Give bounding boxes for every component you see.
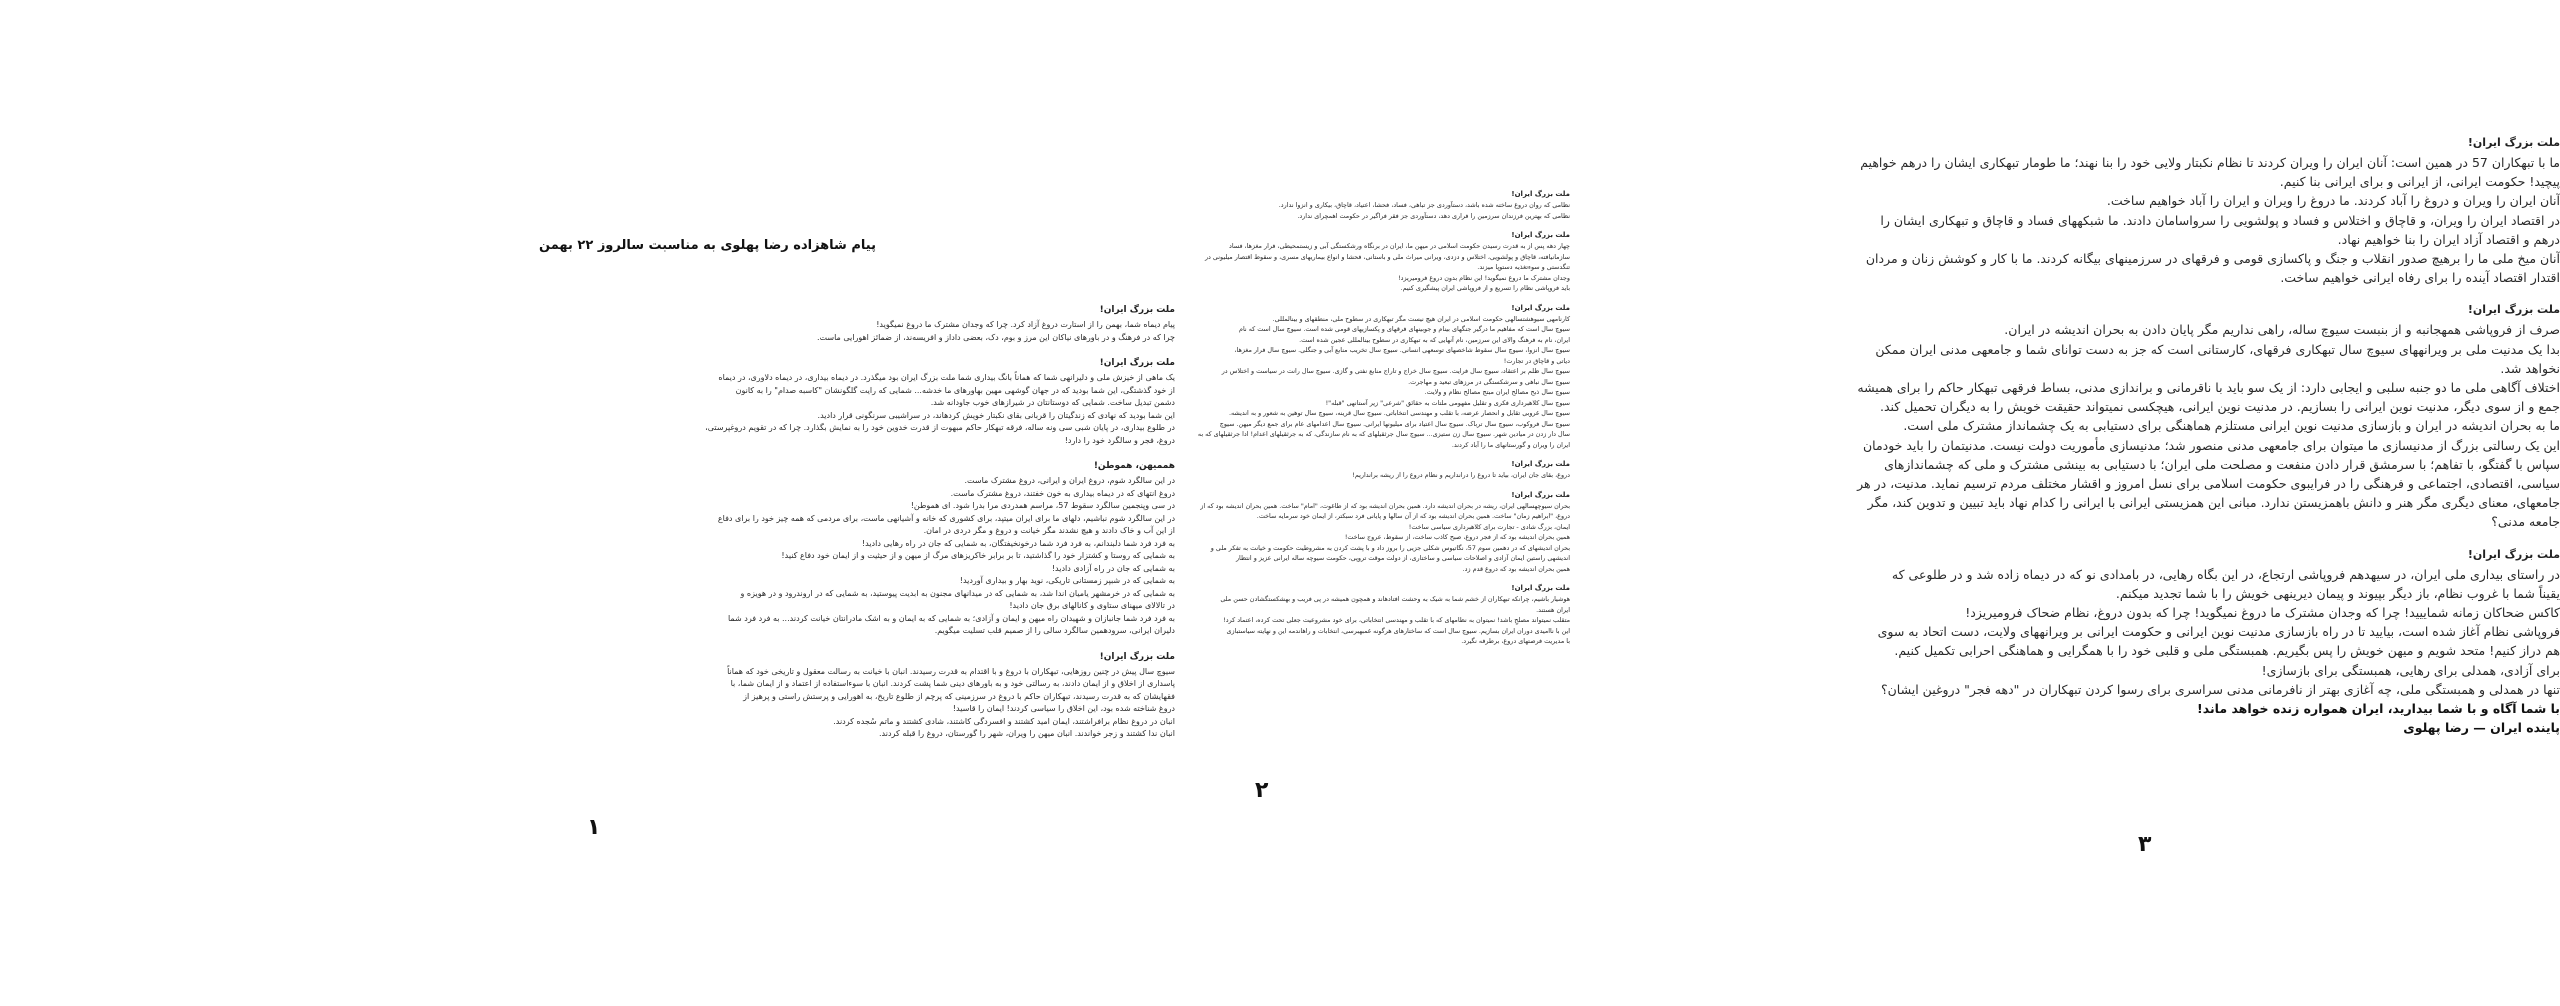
text-line: متقلب نمیتواند مصلحِ باشد! نمیتوان به نظامهای که با تقلب و مهندسی انتخاباتی، برای خود مشروعیت جعلی تحت کرده، اعتماد کرد! — [1223, 616, 1570, 624]
text-line: همین بحران اندیشه بود که از فجر دروغ، صبح کاذب ساخت، از سقوط، عروج ساخت! — [1344, 533, 1570, 541]
text-line: اندیشهی راستین ایمان آزادی و اصلاحات سیاسی و ساختاری، از دولت موقت تروپی، حکومت سیوچه ساله ایرانی عزیز و انتظار — [1235, 554, 1570, 562]
text-line: جامعهای، معنای دیگری مگر هنر و دانش باهمزیستن ندارد. مبانی این همزیستی ایرانی با ایرانی را کدام نهاد باید تبیین و تدوین کند، مگر — [1867, 495, 2560, 511]
text-line: سیوچ سال غروبی تقابل و انحصار عرضه، با تقلب و مهندسی انتخاباتی. سیوچ سال قرینه، سیوچ سال توهین به شعور و به اندیشه. — [1228, 409, 1570, 417]
text-line: به فرد فرد شما جانبازان و شهیدان راه میهن و ایمان و آزادی؛ به شمایی که به ایمان و به اشک مادرانتان خیانت کردند... به فرد فرد شما — [727, 613, 1175, 623]
text-line: جامعه مدنی؟ — [2491, 514, 2560, 530]
text-line: این با ناامیدی دوران ایران بسازیم. سیوچ سال است که ساختارهای هرگونه غمبهبرسی، انتخابات و راهاندمه این و نهایته سیاستبازی — [1226, 626, 1570, 635]
text-line: نظامی که روان دروغ ساخته شده باشد، دستآوردی جز تباهی، فساد، فحشا، اعتیاد، قاچاق، بیکاری و انزوا ندارد. — [1278, 201, 1570, 209]
text-line: سال دار زدن در میادین شهر. سیوچ سال زن ستیزی... سیوچ سال جرثقیلهای که به نام سازندگی، که به جرثقیلهای اعدام! ادا جرثقیلهای که به — [1197, 430, 1570, 438]
text-line: از خود گذشتگی، این شما بودید که در جهان گوشهی مهین بهاورهای ما خدشه... شمایی که رایت گلگونشان "کاسبه صدام" را به کانون — [735, 385, 1175, 395]
closing-line: با شما آگاه و با شما بیدارید، ایران همواره زنده خواهد ماند! — [2197, 701, 2560, 717]
text-line: سیوچ سال است که مفاهیم ما درگیر جنگهای بینام و جوبینهای فرقهای و پکسازیهای قومی شده است. سیوچ سال است که نام — [1239, 325, 1570, 333]
text-line: بحران سیوچهسالهی ایران، ریشه در بحران اندیشه دارد. همین بحران اندیشه بود که از طاغوت، "امام" ساخت. همین بحران اندیشه بود که از — [1200, 501, 1570, 510]
text-line: ما به بحران اندیشه در ایران و بازسازی مدنیت نوین ایرانی مستلزم هماهنگی برای دستیابی به یک چشمانداز مشترک ملی است. — [1903, 418, 2560, 434]
text-line: اقتدار اقتصاد آینده را برای رفاه ایرانی خواهیم ساخت. — [2280, 270, 2560, 286]
text-line: بدا یک مدنیت ملی بر ویرانههای سیوچ سال تبهکاری فرقهای، کارستانی است که جز به دست توانای شما و جامعهی مدنی ایران ممکن — [1875, 341, 2560, 357]
section — [960, 491, 1570, 575]
text-line: سیوچ سال انزوا، سیوچ سال سقوط شاخصهای توسعهی انسانی. سیوچ سال تخریب منابع آبی و جنگلی. سیوچ سال فرار مغزها، — [1234, 346, 1570, 354]
text-line: سپاس با گفتگو، با تفاهم؛ با سرمشق قرار دادن منفعت و مصلحت ملی ایران؛ با دستیابی به بینشی مشترک و ملی که چشماندازهای — [1884, 456, 2560, 472]
text-line: کاکس ضحاکان زمانه شماییید! چرا که وجدان مشترک ما دروغ نمیگوید! چرا که بدون دروغ، نظام ضحاک فرومیریزد! — [1965, 605, 2560, 621]
text-line: با مدیریت فرصتهای دروغ، برطرفه نگیرد. — [1461, 637, 1570, 645]
text-line: آنان ایران را ویران و دروغ را آباد کردند. ما دروغ را ویران و ایران را آباد خواهیم ساخت. — [2106, 193, 2560, 209]
section-heading: ملت بزرگ ايران! — [1511, 190, 1570, 198]
text-line: دیاتی و قاچاق در تجارت! — [1503, 356, 1570, 365]
text-line: نظامی که بهترین فرزندان سرزمین را فراری دهد، دستآوردی جز فقر فراگیر در حکومت اهمچرای ندارد. — [1297, 211, 1570, 220]
text-line: این یک رسالتی بزرگ از مدنیسازی ما میتوان برای جامعهی مدنی منصور شد؛ مدنیسازی مأموریت دولت نیست. مدنیتمان را باید خودمان — [1862, 437, 2560, 453]
document-page-3 — [1690, 120, 2560, 737]
section-heading: ملت بزرگ ايران! — [1099, 651, 1175, 662]
text-line: یقیناً شما با غروب نظام، باز دیگر بپیوند و پیمان دیرینهی خویش را با شما تجدید میکنم. — [2115, 585, 2560, 601]
text-line: نخواهد شد. — [2500, 360, 2560, 376]
section — [960, 584, 1570, 647]
text-line: تنگدستی و سوءتغذیه دستوپا میزند. — [1477, 263, 1570, 271]
text-line: ما با تبهکاران 57 در همین است: آنان ایران را ویران کردند تا نظام نکبتار ولایی خود را بنا نهند؛ ما طومار تبهکاری ایشان را درهم خواهیم — [1860, 155, 2560, 170]
section — [1690, 303, 2560, 531]
section-heading: ملت بزرگ ايران! — [1511, 584, 1570, 592]
text-line: چهار دهه پس از به قدرت رسیدن حکومت اسلامی در میهن ما، ایران در برنگاه ورشکستگی آبی و زیستمحیطی، فرار مغزها، فساد — [1228, 242, 1570, 250]
page-number: ٢ — [1255, 778, 1269, 803]
section — [1690, 548, 2560, 699]
text-line: دروغ، فجر و سالگرد خود را دارد! — [1064, 435, 1175, 445]
section-heading: ملت بزرگ ايران! — [1511, 231, 1570, 239]
text-line: سیوچ سال نباهی و سرشکستگی در مرزهای تبعید و مهاجرت. — [1408, 377, 1570, 386]
text-line: سیوچ سال پیش در چنین روزهایی، تبهکاران با دروغ و با اقتدام به قدرت رسیدند. انبان با خیانت به رسالت معقول و تاریخی خود که هماناً — [727, 666, 1175, 676]
section-heading: ملت بزرگ ايران! — [1511, 490, 1570, 499]
text-line: در این سالگرد شوم نباشیم، دلهای ما برای ایران میتپد، برای کشوری که خانه و آشیانهی ماست، برای مردمی که همه چیز خود را برای دفاع — [717, 513, 1175, 523]
section-heading: ملت بزرگ ايران! — [2467, 547, 2560, 561]
text-line: ایران هستند. — [1536, 605, 1570, 614]
text-line: باید فروپاشی نظام را تسریع و از فروپاشی ایران پیشگیری کنیم. — [1400, 284, 1570, 292]
text-line: وجدان مشترک ما دروغ نمیگوید! این نظام بدون دروغ فرومیریزد! — [1398, 273, 1570, 282]
text-line: بحران اندیشهای که در دهمین سوم 57، نگاتیوس شکلی جزیی را بروز داد و با پشت کردن به مشروطیت حکومت و خیانت به تفکر ملی و — [1210, 543, 1570, 552]
section-heading: ملت بزرگ ايران! — [2467, 303, 2560, 317]
text-line: به شمایی که روستا و کشتزار خود را گذاشتید، تا بر برابر خاکریزهای مرگ از میهن و از حیثیت و از ایمان خود دفاع کنید! — [781, 551, 1175, 560]
text-line: ایران را ویران و گورستانهای ما را آباد کردند. — [1451, 440, 1570, 449]
text-line: پیچید! حکومت ایرانی، از ایرانی و برای ایرانی بنا کنیم. — [2279, 174, 2560, 190]
text-line: سیوچ سال ذبح مصالح ایران مبتج مصالح نظام و ولایت. — [1424, 388, 1570, 396]
text-line: پاسداری از اخلاق و از ایمان دادند، به رسالتی خود و به باورهای دینی شما پشت کردند. انبان با سوءاستفاده از اعتماد و از ایمان شما، با — [730, 679, 1175, 688]
text-line: ایمان، بزرگ شادی - تجارت برای کلاهبرداری سیاسی ساخت! — [1408, 522, 1570, 531]
text-line: دروغ شناخته شده بود، این اخلاق را سیاسی کردند! ایمان را قاسید! — [952, 704, 1175, 713]
text-line: سیوچ سال فروکوب، سیوچ سال ترباک. سیوچ سال اعتیاد برای میلیونها ایرانی. سیوچ سال اعدامهای عام برای جمع دیگر میهن. سیوچ — [1219, 419, 1570, 428]
section — [960, 231, 1570, 294]
text-line: یک ماهی از خیزش ملی و دلیرانهی شما که هماناً بانگ بیداری شما ملت بزرگ ایران بود میگذرد. در دیماه بیداری، در دیماه دلاوری، در دیماه — [718, 373, 1175, 382]
page-number: ٣ — [2138, 832, 2152, 857]
text-line: این شما بودید که نهادی که زندگیتان را قربانی بقای نکبتار خویش کردهاند، در سراشیبی سرنگونی قرار دادید. — [817, 410, 1175, 420]
text-line: درهم و اقتصاد آزاد ایران را بنا خواهیم نهاد. — [2337, 231, 2560, 247]
text-line: هم دراز کنیم! متحد شویم و میهن خویش را پس بگیریم. همبستگی ملی و قلبی خود را با همگرایی و هماهنگی احرابی تکمیل کنیم. — [1894, 643, 2560, 659]
text-line: برای آزادی، همدلی برای رهایی، همبستگی برای بازسازی! — [2261, 662, 2560, 678]
text-line: در سی وپنجمین سالگرد سقوط 57، مراسم همدردی مرا بدرا شود. ای هموطن! — [910, 501, 1175, 510]
text-line: دروغ، بقای جان ایران، بیاید تا دروغ را درانداریم و نظام دروغ را از ریشه برانداریم! — [1352, 471, 1570, 479]
section — [960, 460, 1570, 481]
closing-line: پاینده ایران — رضا پهلوی — [2403, 720, 2560, 736]
text-line: تنها در همدلی و همبستگی ملی، چه آغازی بهتر از نافرمانی مدنی سراسری برای رسوا کردن تبهکاران در "دهه فجر" دروغین ایشان؟ — [1880, 681, 2560, 697]
text-line: سیوچ سال ظلم بر اعتقاد، سیوچ سال فرایت. سیوچ سال خراج و تاراج منابع نفتی و گازی. سیوچ سال رانت در سیاست و اختلاس در — [1221, 367, 1570, 375]
text-line: صرف از فروپاشی همهجانبه و از بنبست سیوچ ساله، راهی نداریم مگر پایان دادن به بحران اندیشه در ایران. — [2004, 322, 2560, 338]
text-line: همین بحران اندیشه بود که دروغ قدم زد. — [1462, 564, 1570, 573]
text-line: فروپاشی نظام آغاز شده است، بیایید تا در راه بازسازی مدنیت نوین ایرانی و حکومت ایرانی بر ویرانههای ولایت، دست اتحاد به سوی — [1877, 624, 2560, 640]
text-line: دشمن تبدیل ساخت. شمایی که دوستانتان در شیرازهای خوب جاودانه شد. — [930, 398, 1175, 407]
section-heading: ملت بزرگ ايران! — [2467, 136, 2560, 149]
text-line: پیام دیماه شما، بهمن را از استارت دروغ آزاد کرد. چرا که وجدان مشترک ما دروغ نمیگوید! — [876, 320, 1175, 329]
text-line: سیوچ سال کلاهبرداری فکری و تقلیل مفهومی ملتات به حقائق "شرعی" زیر آستانهی "قبله"! — [1325, 398, 1570, 407]
text-line: ایران، نام به فرهنگ والای این سرزمین، نام آنهایی که به تبهکاری در سطوح بینالمللی عجین شده است. — [1299, 335, 1570, 344]
page-title: پيام شاهزاده رضا پهلوی به مناسبت سالروز ۲۲ بهمن — [539, 238, 876, 253]
text-line: در طلوع بیداری، در پایان شبی سی ونه ساله، فرقه تبهکار حاکم مبهوت از قدرت خدوین خود را به نمایش بگذارد. چرا که در تقویم دروغپرستی، — [705, 423, 1175, 432]
section-heading: ملت بزرگ ايران! — [1511, 460, 1570, 468]
text-line: انبان ندا کشتند و زجر خواندند. انبان میهن را ویران، شهر را گورستان، دروغ را قبله کردند. — [879, 729, 1175, 738]
text-line: از این آب و خاک دادند و هیچ نشدند مگر خیانت و دروغ و مگر دردی در امان. — [923, 526, 1175, 535]
text-line: دروغ انتهای که در دیماه بیداری به خون خفتند، دروغ مشترک ماست. — [950, 488, 1175, 498]
section-heading: ملت بزرگ ايران! — [1511, 303, 1570, 312]
section — [960, 190, 1570, 221]
text-line: فقهایشان که به قدرت رسیدند، تبهکاران حاکم با دروغ در سرزمینی که پرچم از طلوع تاریخ، به اهورایی و پرستش راستی و پرهیز از — [743, 691, 1175, 701]
text-line: به فرد فرد شما دلبندانم، به فرد فرد شما درخونخیفتگان، به شمایی که جان در راه رهایی دادید! — [861, 538, 1175, 548]
text-line: دروغ، "ابراهیم زمان" ساخت. همین بحران اندیشه بود که از آن سالها و پایانی فرد سبکتر، از ایمان خود سرمایه ساخت. — [1256, 512, 1570, 520]
text-line: دلیران ایرانی، سرودهمین سالگرد سالی را از صمیم قلب تسلیت میگویم. — [934, 626, 1175, 635]
text-line: چرا که در فرهنگ و در باورهای نیاکان این مرز و بوم، دک، بعضی داداز و افریسه‌ند، از ضمائز اهورایی ماست. — [816, 332, 1175, 342]
section-heading: ملت بزرگ ايران! — [1099, 305, 1175, 315]
text-line: هوشیار باشیم، چرانکه تبهکاران از خشم شما به شیک به وحشت افتادهاند و همچون همیشه در پی فریب و بهشکستگشادن حسن ملی — [1220, 595, 1570, 603]
text-line: سازمانیافته، قاچاق و پولشویی، اختلاس و دزدی، ویرانی میراث ملی و باستانی، فحشا و انواع بیماریهای مسری، و سقوط اقتصار میلیونی در — [1204, 252, 1570, 261]
section — [1690, 136, 2560, 287]
text-line: سیاسی، اقتصادی، اجتماعی و فرهنگی را در فرایبوی حکومت اسلامی برای نسل امروز و اقشار مختلف مردم ترسیم نماید. مدنیت، در هر — [1857, 476, 2560, 492]
text-line: در راستای بیداری ملی ایران، در سیهدهم فروپاشی ارتجاع، در این بگاه رهایی، در بامدادی نو که در دیماه زاده شد و در طلوعی که — [1891, 566, 2560, 582]
page-number: ١ — [587, 815, 601, 840]
section-heading: هممیهن، هموطن! — [1093, 461, 1175, 471]
page-body — [960, 190, 1570, 647]
text-line: اختلاف آگاهی ملی ما دو جنبه سلبی و ایجابی دارد: از یک سو باید با ناقرمانی و براندازی مدنی، بساط فرقهی تبهکار حاکم را برای همیشه — [1857, 380, 2560, 396]
text-line: جمع و از سوی دیگر، مدنیت نوین ایرانی را بسازیم. در مدنیت نوین ایرانی، هیچکسی نمیتواند حقیقت خویش را به دیگران تحمیل کند. — [1879, 399, 2560, 415]
text-line: در اقتصاد ایران را ویران، و قاچاق و اختلاس و فساد و پولشویی را سرواسامان دادند. ما شبکههای فساد و قاچاق و تبهکاری ایشان را — [1880, 212, 2560, 228]
text-line: به شمایی که در شبپر زمستانی تاریکی، نوید بهار و بیداری آوردید! — [959, 576, 1175, 585]
text-line: کارنامهی سیوهشتسالهی حکومت اسلامی در ایران هیچ نیست مگر تبهکاری در سطوح ملی، منطقهای و بینالمللی. — [1272, 314, 1570, 323]
text-line: آنان میخ ملی ما را برهیچ صدور انقلاب و جنگ و پاکسازی قومی و فرقهای در سرزمینهای بیگانه کردند. ما با کار و کوشش زنان و مردان — [1865, 251, 2560, 267]
section — [960, 304, 1570, 451]
text-line: انبان در دروغ نظام برافراشتند، ایمان امید کشتند و افسردگی کاشتند، شادی کشتند و ماتم سُجده کردند. — [833, 716, 1175, 726]
text-line: در تالالای میهنای ستاوی و کانالهای برق جان دادید! — [1009, 601, 1175, 610]
document-page-2 — [960, 180, 1570, 647]
text-line: در این سالگرد شوم، دروغ ایران و ایرانی، دروغ مشترک ماست. — [964, 476, 1175, 485]
section — [240, 652, 1175, 741]
section-heading: ملت بزرگ ايران! — [1099, 358, 1175, 368]
text-line: به شمایی که جان در راه آزادی دادید! — [1051, 563, 1175, 573]
page-body — [1690, 136, 2560, 737]
text-line: به شمایی که در خرمشهر یامیان اندا شد، به شمایی که در میدانهای مجنون به ابدیت پیوستید، به شمایی که در اروندرود و در هویزه و — [740, 588, 1175, 598]
